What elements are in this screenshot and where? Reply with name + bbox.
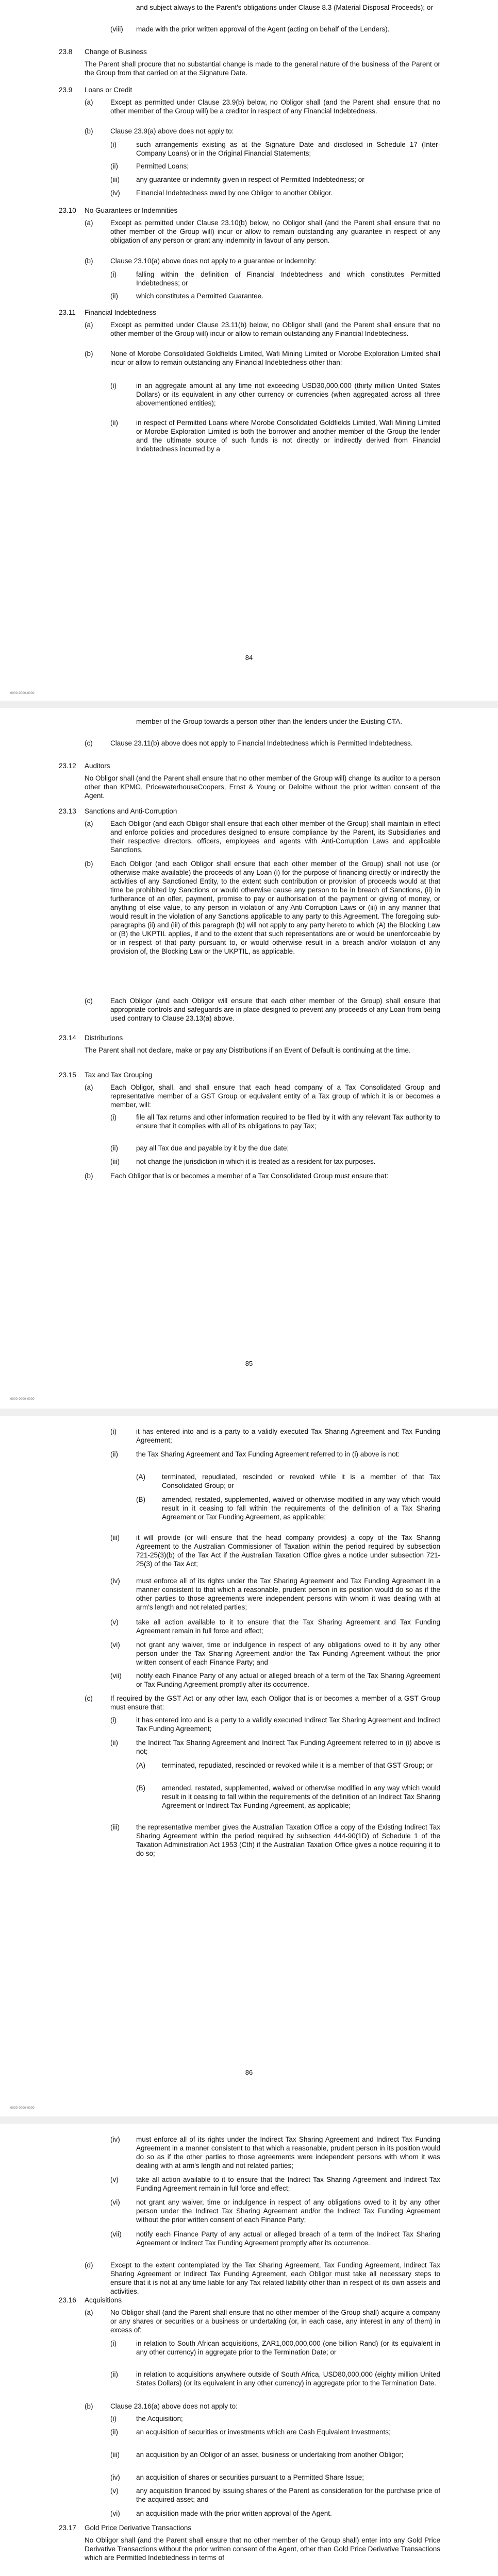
item-label: (a)	[85, 98, 93, 106]
item-label: (iv)	[110, 2473, 120, 2481]
item-text: Each Obligor that is or becomes a member of a Tax Consolidated Group must ensure that:	[110, 1172, 389, 1180]
page-number: 84	[245, 654, 253, 662]
item-text: take all action available to it to ensure that the Tax Sharing Agreement and Tax Funding Agreement remain in full force and effect;	[136, 1618, 440, 1635]
item-text: Each Obligor (and each Obligor shall ensure that each other member of the Group) shall not use (or otherwise make available) the proceeds of any Loan (i) for the purpose of financing directly or indirectly the activities of any Sanctioned Entity, to the extent such contribution or provision of proceeds would at that time be prohibited by Sanctions or would otherwise cause any person to be in breach of Sanctions, (ii) in furtherance of an offer, payment, promise to pay or authorisation of the payment or giving of money, or anything of else value, to any person in violation of any Anti-Corruption Laws or (iii) in any manner that would result in the violation of any Sanctions applicable to any party to this Agreement. The foregoing sub-paragraphs (ii) and (iii) of this paragraph (b) will not apply to any party hereto to which (A) the Blocking Law or (B) the UKPTIL applies, if and to the extent that such representations are or would be unenforceable by or in respect of that party pursuant to, or would otherwise result in a breach and/or violation of any provision of, the Blocking Law or the UKPTIL, as applicable.	[110, 860, 440, 955]
item-text: terminated, repudiated, rescinded or revoked while it is a member of that GST Group; or	[162, 1761, 433, 1769]
page-number: 85	[245, 1360, 253, 1367]
item-label: (A)	[136, 1473, 145, 1481]
item-label: (b)	[85, 1172, 93, 1180]
item-label: (v)	[110, 1618, 119, 1626]
item-text: not grant any waiver, time or indulgence in respect of any obligations owed to it by any other person under the Tax Sharing Agreement and/or the Tax Funding Agreement without the prior written consent of each Finance Party; and	[136, 1641, 440, 1666]
item-text: Clause 23.16(a) above does not apply to:	[110, 2402, 238, 2410]
item-text: Clause 23.11(b) above does not apply to Financial Indebtedness which is Permitted Indebtedness.	[110, 739, 413, 747]
item-text: and subject always to the Parent's obligations under Clause 8.3 (Material Disposal Proceeds); or	[136, 4, 433, 11]
item-label: (d)	[85, 2261, 93, 2269]
clause-paragraph: The Parent shall not declare, make or pay any Distributions if an Event of Default is continuing at the time.	[85, 1046, 411, 1054]
item-label: (i)	[110, 1716, 117, 1724]
clause-title: Tax and Tax Grouping	[85, 1071, 153, 1079]
item-label: (ii)	[110, 1144, 118, 1152]
item-text: Except to the extent contemplated by the Tax Sharing Agreement, Tax Funding Agreement, Indirect Tax Sharing Agreement or Indirect Tax Funding Agreement, each Obligor must take all necessary steps to ensure that it is not at any time liable for any Tax related liability other than in respect of its own assets and activities.	[110, 2261, 440, 2295]
item-text: Permitted Loans;	[136, 162, 189, 170]
item-text: Clause 23.9(a) above does not apply to:	[110, 127, 234, 135]
item-text: Financial Indebtedness owed by one Obligor to another Obligor.	[136, 189, 333, 197]
item-text: any guarantee or indemnity given in respect of Permitted Indebtedness; or	[136, 176, 364, 183]
item-text: an acquisition by an Obligor of an asset, business or undertaking from another Obligor;	[136, 2451, 404, 2459]
clause-title: Sanctions and Anti-Corruption	[85, 807, 177, 815]
item-label: (ii)	[110, 2428, 118, 2436]
item-label: (ii)	[110, 2370, 118, 2378]
item-label: (a)	[85, 1083, 93, 1091]
item-label: (ii)	[110, 292, 118, 300]
item-label: (b)	[85, 2402, 93, 2410]
item-text: member of the Group towards a person other than the lenders under the Existing CTA.	[136, 718, 403, 725]
item-text: file all Tax returns and other information required to be filed by it with any relevant Tax authority to ensure that it complies with all of its obligations to pay Tax;	[136, 1113, 440, 1130]
item-text: No Obligor shall (and the Parent shall ensure that no other member of the Group shall) acquire a company or any shares or securities or a business or undertaking (or, in each case, any interest in any of them) in excess of:	[110, 2309, 440, 2334]
item-text: in relation to acquisitions anywhere outside of South Africa, USD80,000,000 (eighty million United States Dollars) (or its equivalent in any other currency) in aggregate prior to the Termination Date.	[136, 2370, 440, 2387]
clause-paragraph: The Parent shall procure that no substantial change is made to the general nature of the business of the Parent or the Group from that carried on at the Signature Date.	[85, 60, 440, 77]
item-text: it has entered into and is a party to a validly executed Tax Sharing Agreement and Tax Funding Agreement;	[136, 1428, 440, 1444]
item-text: any acquisition financed by issuing shares of the Parent as consideration for the purchase price of the acquired asset; and	[136, 2487, 440, 2503]
item-label: (iv)	[110, 1577, 120, 1585]
page-separator	[0, 701, 498, 708]
item-label: (iv)	[110, 189, 120, 197]
item-text: Each Obligor (and each Obligor will ensure that each other member of the Group) shall ensure that appropriate controls and safeguards are in place designed to prevent any proceeds of any Loan from being used contrary to Clause 23.13(a) above.	[110, 997, 440, 1022]
item-text: If required by the GST Act or any other law, each Obligor that is or becomes a member of a GST Group must ensure that:	[110, 1694, 440, 1711]
item-label: (A)	[136, 1761, 145, 1769]
clause-title: Gold Price Derivative Transactions	[85, 2524, 192, 2532]
item-label: (a)	[85, 820, 93, 827]
item-label: (iii)	[110, 1823, 120, 1831]
item-label: (vi)	[110, 2198, 120, 2206]
item-label: (iv)	[110, 2136, 120, 2143]
clause-number: 23.13	[59, 807, 76, 815]
item-label: (a)	[85, 321, 93, 329]
page-85	[0, 708, 498, 1409]
item-label: (ii)	[110, 1739, 118, 1747]
item-label: (b)	[85, 350, 93, 358]
item-text: notify each Finance Party of any actual or alleged breach of a term of the Tax Sharing Agreement or Tax Funding Agreement promptly after its occurrence.	[136, 1672, 440, 1688]
item-label: (vi)	[110, 2510, 120, 2517]
item-label: (i)	[110, 382, 117, 389]
item-label: (ii)	[110, 162, 118, 170]
item-text: Each Obligor (and each Obligor shall ensure that each other member of the Group) shall maintain in effect and enforce policies and procedures designed to ensure compliance by the Parent, its Subsidiaries and their respective directors, officers, employees and agents with Anti-Corruption Laws and applicable Sanctions.	[110, 820, 440, 854]
item-text: must enforce all of its rights under the Tax Sharing Agreement and Tax Funding Agreement in a manner consistent to that which a reasonable, prudent person in its position would do so as if the other parties to those agreements were independent persons with whom it was dealing with at arm's length and not related parties;	[136, 1577, 440, 1611]
item-label: (a)	[85, 219, 93, 227]
item-text: an acquisition made with the prior written approval of the Agent.	[136, 2510, 332, 2517]
item-label: (b)	[85, 127, 93, 135]
page-separator	[0, 1409, 498, 1416]
clause-number: 23.11	[59, 309, 76, 316]
page-84	[0, 0, 498, 701]
item-text: Except as permitted under Clause 23.10(b) below, no Obligor shall (and the Parent shall ensure that no other member of the Group will) incur or allow to remain outstanding any guarantee in respect of any obligation of any person or grant any indemnity in favour of any person.	[110, 219, 440, 244]
item-text: not grant any waiver, time or indulgence in respect of any obligations owed to it by any other person under the Indirect Tax Sharing Agreement and/or the Indirect Tax Funding Agreement without the prior written consent of each Finance Party;	[136, 2198, 440, 2224]
item-text: Clause 23.10(a) above does not apply to a guarantee or indemnity:	[110, 257, 317, 265]
item-label: (i)	[110, 1113, 117, 1121]
item-label: (vii)	[110, 1672, 122, 1680]
item-label: (B)	[136, 1496, 145, 1503]
item-label: (iii)	[110, 1534, 120, 1541]
item-label: (i)	[110, 1428, 117, 1435]
item-label: (i)	[110, 2415, 117, 2422]
item-label: (b)	[85, 860, 93, 868]
item-text: which constitutes a Permitted Guarantee.	[136, 292, 263, 300]
item-text: terminated, repudiated, rescinded or revoked while it is a member of that Tax Consolidated Group; or	[162, 1473, 440, 1489]
clause-number: 23.17	[59, 2524, 76, 2532]
page-separator	[0, 2116, 498, 2124]
clause-number: 23.12	[59, 762, 76, 770]
clause-title: Auditors	[85, 762, 110, 770]
footer-code: 0000-0000-0000	[10, 2107, 35, 2110]
item-text: such arrangements existing as at the Signature Date and disclosed in Schedule 17 (Inter-Company Loans) or in the Original Financial Statements;	[136, 141, 440, 157]
item-text: falling within the definition of Financial Indebtedness and which constitutes Permitted Indebtedness; or	[136, 270, 440, 287]
clause-number: 23.16	[59, 2296, 76, 2304]
item-text: not change the jurisdiction in which it is treated as a resident for tax purposes.	[136, 1158, 376, 1165]
item-text: the representative member gives the Australian Taxation Office a copy of the Existing Indirect Tax Sharing Agreement within the period required by subsection 444-90(1D) of Schedule 1 of the Taxation Administration Act 1953 (Cth) if the Australian Taxation Office gives a notice requiring it to do so;	[136, 1823, 440, 1857]
item-label: (v)	[110, 2487, 119, 2495]
page-86	[0, 1416, 498, 2116]
item-text: amended, restated, supplemented, waived or otherwise modified in any way which would result in it ceasing to fall within the requirements of the definition of a Tax Sharing Agreement or Tax Funding Agreement, as applicable;	[162, 1496, 440, 1521]
item-text: made with the prior written approval of the Agent (acting on behalf of the Lenders).	[136, 25, 390, 33]
item-label: (c)	[85, 739, 93, 747]
clause-number: 23.10	[59, 207, 76, 214]
item-text: in relation to South African acquisitions, ZAR1,000,000,000 (one billion Rand) (or its equivalent in any other currency) in aggregate prior to the Termination Date; or	[136, 2340, 440, 2356]
item-label: (i)	[110, 2340, 117, 2347]
item-text: in an aggregate amount at any time not exceeding USD30,000,000 (thirty million United States Dollars) or its equivalent in any other currency or currencies (when aggregated across all three abovementioned entities);	[136, 382, 440, 407]
item-label: (iii)	[110, 1158, 120, 1165]
item-text: it has entered into and is a party to a validly executed Indirect Tax Sharing Agreement and Indirect Tax Funding Agreement;	[136, 1716, 440, 1733]
item-text: notify each Finance Party of any actual or alleged breach of a term of the Indirect Tax Sharing Agreement or Indirect Tax Funding Agreement promptly after its occurrence.	[136, 2230, 440, 2247]
item-label: (c)	[85, 1694, 93, 1702]
page-number: 86	[245, 2069, 253, 2076]
clause-number: 23.9	[59, 86, 73, 94]
item-label: (c)	[85, 997, 93, 1005]
item-label: (b)	[85, 257, 93, 265]
item-text: in respect of Permitted Loans where Morobe Consolidated Goldfields Limited, Wafi Mining Limited or Morobe Exploration Limited is both the borrower and another member of the Group the lender and the ultimate source of such funds is not directly or indirectly derived from Financial Indebtedness incurred by a	[136, 419, 440, 453]
item-text: an acquisition of securities or investments which are Cash Equivalent Investments;	[136, 2428, 391, 2436]
clause-title: Acquisitions	[85, 2296, 122, 2304]
clause-title: Distributions	[85, 1034, 123, 1042]
clause-paragraph: No Obligor shall (and the Parent shall ensure that no other member of the Group will) change its auditor to a person other than KPMG, PricewaterhouseCoopers, Ernst & Young or Deloitte without the prior written consent of the Agent.	[85, 774, 440, 800]
clause-number: 23.14	[59, 1034, 76, 1042]
item-text: Except as permitted under Clause 23.11(b) below, no Obligor shall (and the Parent shall ensure that no other member of the Group will) incur or allow to remain outstanding any Financial Indebtedness.	[110, 321, 440, 337]
clause-title: Change of Business	[85, 48, 147, 56]
clause-title: No Guarantees or Indemnities	[85, 207, 178, 214]
item-label: (vii)	[110, 2230, 122, 2238]
item-label: (ii)	[110, 419, 118, 427]
item-label: (iii)	[110, 176, 120, 183]
page-87	[0, 2124, 498, 2576]
item-text: it will provide (or will ensure that the head company provides) a copy of the Tax Sharing Agreement to the Australian Commissioner of Taxation within the period required by subsection 721-25(3)(b) of the Tax Act if the Australian Taxation Office gives a notice under subsection 721-25(3) of the Tax Act;	[136, 1534, 440, 1568]
footer-code: 0000-0000-0000	[10, 1398, 35, 1401]
clause-number: 23.8	[59, 48, 73, 56]
item-label: (vi)	[110, 1641, 120, 1649]
clause-number: 23.15	[59, 1071, 76, 1079]
item-text: pay all Tax due and payable by it by the due date;	[136, 1144, 289, 1152]
item-text: an acquisition of shares or securities pursuant to a Permitted Share Issue;	[136, 2473, 364, 2481]
item-text: None of Morobe Consolidated Goldfields Limited, Wafi Mining Limited or Morobe Exploration Limited shall incur or allow to remain outstanding any Financial Indebtedness other than:	[110, 350, 440, 366]
item-label: (viii)	[110, 25, 123, 33]
item-label: (i)	[110, 141, 117, 148]
item-text: amended, restated, supplemented, waived or otherwise modified in any way which would result in it ceasing to fall within the requirements of the definition of an Indirect Tax Sharing Agreement or Indirect Tax Funding Agreement, as applicable;	[162, 1784, 440, 1809]
footer-code: 0000-0000-0000	[10, 692, 35, 695]
item-text: Except as permitted under Clause 23.9(b) below, no Obligor shall (and the Parent shall ensure that no other member of the Group will) be a creditor in respect of any Financial Indebtedness.	[110, 98, 440, 115]
item-text: take all action available to it to ensure that the Indirect Tax Sharing Agreement and Indirect Tax Funding Agreement remain in full force and effect;	[136, 2176, 440, 2192]
item-label: (iii)	[110, 2451, 120, 2459]
item-label: (ii)	[110, 1450, 118, 1458]
clause-title: Loans or Credit	[85, 86, 132, 94]
clause-title: Financial Indebtedness	[85, 309, 156, 316]
item-label: (a)	[85, 2309, 93, 2316]
item-label: (i)	[110, 270, 117, 278]
item-label: (v)	[110, 2176, 119, 2183]
clause-paragraph: No Obligor shall (and the Parent shall ensure that no other member of the Group shall) enter into any Gold Price Derivative Transactions without the prior written consent of the Agent, other than Gold Price Derivative Transactions which are Permitted Indebtedness in terms of	[85, 2536, 440, 2562]
item-label: (B)	[136, 1784, 145, 1792]
item-text: Each Obligor, shall, and shall ensure that each head company of a Tax Consolidated Group and representative member of a GST Group or equivalent entity of a Tax group of which it is or becomes a member, will:	[110, 1083, 440, 1109]
item-text: must enforce all of its rights under the Indirect Tax Sharing Agreement and Indirect Tax Funding Agreement in a manner consistent to that which a reasonable, prudent person in its position would do so as if the other parties to those agreements were independent persons with whom it was dealing with at arm's length and not related parties;	[136, 2136, 440, 2170]
item-text: the Acquisition;	[136, 2415, 183, 2422]
item-text: the Tax Sharing Agreement and Tax Funding Agreement referred to in (i) above is not:	[136, 1450, 400, 1458]
item-text: the Indirect Tax Sharing Agreement and Indirect Tax Funding Agreement referred to in (i) above is not;	[136, 1739, 440, 1755]
